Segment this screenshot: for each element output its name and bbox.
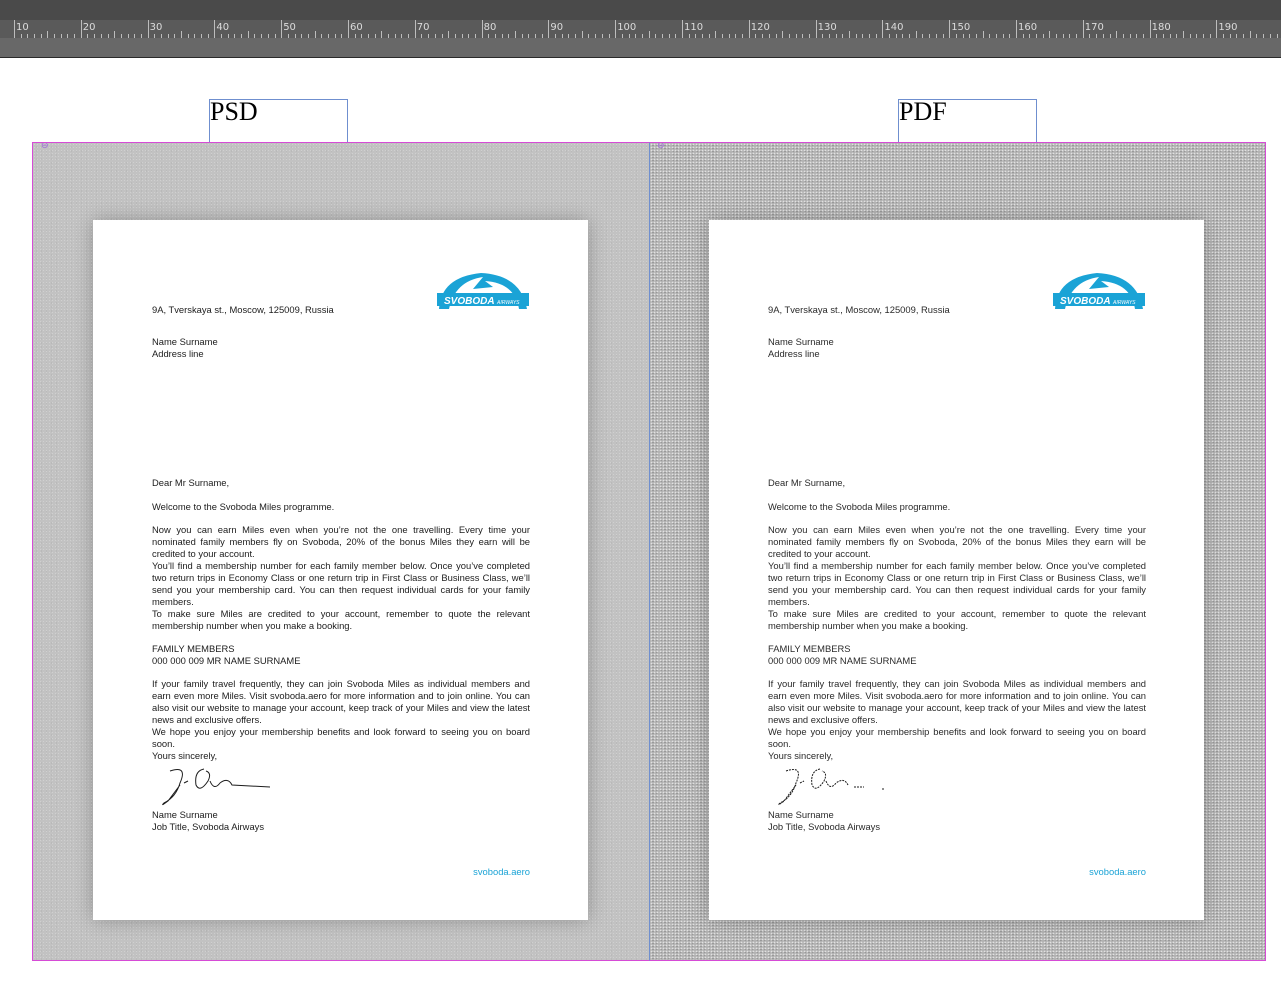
ruler-minor-tick [248, 31, 249, 38]
pdf-label-text: PDF [899, 97, 947, 126]
welcome-line: Welcome to the Svoboda Miles programme. [768, 501, 951, 512]
psd-artboard[interactable] [32, 142, 650, 961]
pdf-label[interactable] [898, 99, 1037, 143]
recipient-address: Address line [768, 348, 820, 359]
ruler-minor-tick [1250, 31, 1251, 38]
website-link: svoboda.aero [1089, 866, 1146, 877]
ruler-minor-tick [916, 31, 917, 38]
ruler-major-tick [214, 20, 215, 38]
ruler-major-tick [1150, 20, 1151, 38]
ruler-minor-tick [448, 31, 449, 38]
sender-address: 9A, Tverskaya st., Moscow, 125009, Russia [152, 304, 334, 315]
ruler-minor-tick [582, 31, 583, 38]
family-heading: FAMILY MEMBERS [768, 643, 851, 654]
ruler-tick-label: 150 [951, 22, 971, 33]
pdf-artboard[interactable] [649, 142, 1266, 961]
link-icon: ⊖ [657, 142, 665, 150]
ruler-tick-label: 50 [283, 22, 296, 33]
ruler-tick-label: 120 [750, 22, 770, 33]
ruler-tick-label: 100 [617, 22, 637, 33]
psd-label-text: PSD [210, 97, 258, 126]
ruler-tick-label: 70 [416, 22, 430, 33]
psd-label[interactable] [209, 99, 348, 143]
paragraph-3: To make sure Miles are credited to your account, remember to quote the relevant membership number when you make a booking. [152, 608, 530, 631]
ruler-tick-label: 180 [1151, 22, 1171, 33]
ruler-major-tick [548, 20, 549, 38]
ruler-tick-label: 170 [1084, 22, 1104, 33]
ruler-tick-label: 30 [149, 22, 163, 33]
paragraph-2: You’ll find a membership number for each family member below. Once you’ve completed two return trips in Economy Class or one return trip in First Class or Business Class, we’ll send you your membership card. You can then request individual cards for your family members. [152, 560, 530, 607]
svg-text:AIRWAYS: AIRWAYS [1113, 300, 1136, 306]
ruler-tick-label: 160 [1018, 22, 1038, 33]
closing: Yours sincerely, [152, 750, 218, 761]
ruler-major-tick [749, 20, 750, 38]
ruler-major-tick [281, 20, 282, 38]
ruler-minor-tick [782, 31, 783, 38]
horizontal-ruler [0, 0, 1281, 58]
letter-page-psd [93, 220, 588, 920]
ruler-track [0, 38, 1281, 57]
ruler-minor-tick [315, 31, 316, 38]
ruler-minor-tick [1183, 31, 1184, 38]
ruler-major-tick [482, 20, 483, 38]
ruler-major-tick [615, 20, 616, 38]
ruler-minor-tick [849, 31, 850, 38]
ruler-minor-tick [47, 31, 48, 38]
ruler-minor-tick [983, 31, 984, 38]
paragraph-1: Now you can earn Miles even when you’re not the one travelling. Every time your nominated family members fly on Svoboda, 20% of the bonus Miles they earn will be credited to your account. [152, 524, 530, 559]
svg-text:SVOBODA: SVOBODA [1060, 296, 1111, 307]
paragraph-4: If your family travel frequently, they can join Svoboda Miles as individual members and earn even more Miles. Visit svoboda.aero for more information and to join online. You can also visit our website to manage your account, keep track of your Miles and view the latest news and exclusive offers. [768, 678, 1146, 725]
ruler-major-tick [949, 20, 950, 38]
greeting: Dear Mr Surname, [768, 477, 846, 488]
ruler-minor-tick [181, 31, 182, 38]
ruler-major-tick [415, 20, 416, 38]
signer-name: Name Surname [768, 809, 834, 820]
ruler-tick-label: 60 [350, 22, 363, 33]
ruler-major-tick [148, 20, 149, 38]
ruler-major-tick [14, 20, 15, 38]
svg-text:AIRWAYS: AIRWAYS [497, 300, 520, 306]
ruler-minor-tick [1116, 31, 1117, 38]
signer-title: Job Title, Svoboda Airways [152, 821, 265, 832]
ruler-tick-label: 190 [1218, 22, 1238, 33]
ruler-minor-tick [715, 31, 716, 38]
recipient-address: Address line [152, 348, 204, 359]
ruler-tick-label: 130 [817, 22, 837, 33]
ruler-minor-tick [515, 31, 516, 38]
closing: Yours sincerely, [768, 750, 834, 761]
ruler-major-tick [348, 20, 349, 38]
recipient-name: Name Surname [152, 336, 218, 347]
family-heading: FAMILY MEMBERS [152, 643, 235, 654]
family-member-line: 000 000 009 MR NAME SURNAME [768, 655, 917, 666]
link-icon: ⊖ [41, 142, 49, 150]
ruler-minor-tick [381, 31, 382, 38]
website-link: svoboda.aero [473, 866, 530, 877]
ruler-scale [0, 20, 1281, 38]
paragraph-2: You’ll find a membership number for each family member below. Once you’ve completed two return trips in Economy Class or one return trip in First Class or Business Class, we’ll send you your membership card. You can then request individual cards for your family members. [768, 560, 1146, 607]
signature [158, 763, 273, 808]
ruler-tick-label: 140 [884, 22, 904, 33]
ruler-tick-label: 40 [216, 22, 230, 33]
greeting: Dear Mr Surname, [152, 477, 230, 488]
svg-text:SVOBODA: SVOBODA [444, 296, 495, 307]
paragraph-5: We hope you enjoy your membership benefits and look forward to seeing you on board soon. [152, 726, 530, 749]
signer-title: Job Title, Svoboda Airways [768, 821, 881, 832]
ruler-minor-tick [1049, 31, 1050, 38]
ruler-tick-label: 110 [684, 22, 704, 33]
ruler-major-tick [882, 20, 883, 38]
ruler-major-tick [816, 20, 817, 38]
ruler-tick-label: 20 [82, 22, 96, 33]
paragraph-5: We hope you enjoy your membership benefits and look forward to seeing you on board soon. [768, 726, 1146, 749]
ruler-tick-label: 80 [483, 22, 497, 33]
letter-page-pdf [709, 220, 1204, 920]
ruler-major-tick [682, 20, 683, 38]
ruler-major-tick [1083, 20, 1084, 38]
paragraph-1: Now you can earn Miles even when you’re not the one travelling. Every time your nominated family members fly on Svoboda, 20% of the bonus Miles they earn will be credited to your account. [768, 524, 1146, 559]
ruler-tick-label: 90 [550, 22, 564, 33]
signature [774, 763, 889, 808]
ruler-major-tick [1016, 20, 1017, 38]
ruler-major-tick [81, 20, 82, 38]
ruler-minor-tick [114, 31, 115, 38]
ruler-major-tick [1216, 20, 1217, 38]
welcome-line: Welcome to the Svoboda Miles programme. [152, 501, 335, 512]
recipient-name: Name Surname [768, 336, 834, 347]
paragraph-3: To make sure Miles are credited to your account, remember to quote the relevant membership number when you make a booking. [768, 608, 1146, 631]
signer-name: Name Surname [152, 809, 218, 820]
paragraph-4: If your family travel frequently, they can join Svoboda Miles as individual members and earn even more Miles. Visit svoboda.aero for more information and to join online. You can also visit our website to manage your account, keep track of your Miles and view the latest news and exclusive offers. [152, 678, 530, 725]
sender-address: 9A, Tverskaya st., Moscow, 125009, Russia [768, 304, 950, 315]
ruler-minor-tick [649, 31, 650, 38]
family-member-line: 000 000 009 MR NAME SURNAME [152, 655, 301, 666]
ruler-tick-label: 10 [16, 22, 29, 33]
